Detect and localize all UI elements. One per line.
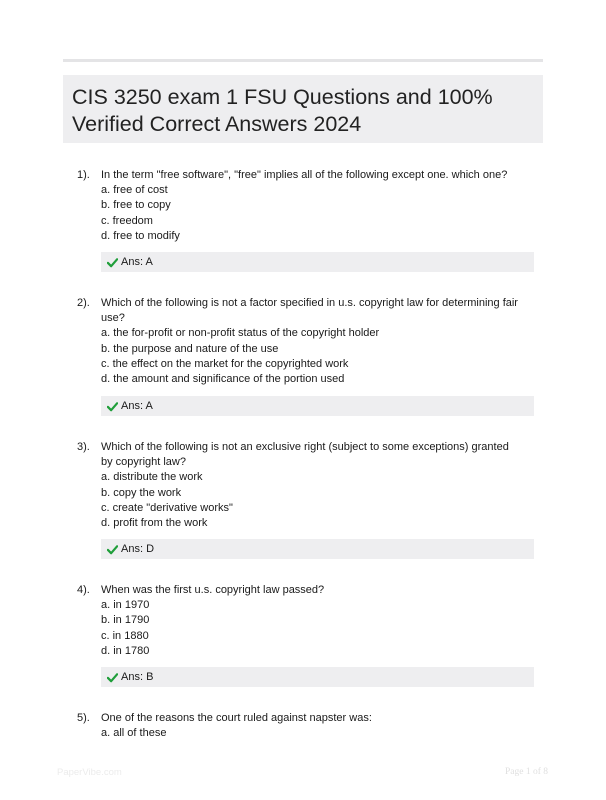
- document-title: CIS 3250 exam 1 FSU Questions and 100% Verified Correct Answers 2024: [72, 85, 493, 136]
- option-d: d. in 1780: [101, 644, 150, 657]
- option-c: c. the effect on the market for the copyrighted work: [101, 357, 349, 370]
- checkmark-icon: [107, 667, 121, 690]
- question-body: [101, 440, 521, 531]
- question-body: [101, 168, 521, 244]
- question-text: Which of the following is not an exclusive right (subject to some exceptions) granted by copyright law?: [101, 441, 509, 469]
- option-b: b. free to copy: [101, 199, 171, 212]
- answer-text: Ans: A: [121, 256, 153, 268]
- question-body: [101, 711, 521, 741]
- answer-box: [101, 396, 534, 416]
- answer-box: [101, 667, 534, 687]
- option-a: a. the for-profit or non-profit status of the copyright holder: [101, 327, 380, 340]
- question-number: 2).: [77, 297, 90, 309]
- question-number: 1).: [77, 169, 90, 181]
- option-a: a. all of these: [101, 727, 167, 740]
- option-b: b. copy the work: [101, 486, 182, 499]
- answer-text: Ans: B: [121, 671, 154, 683]
- option-a: a. free of cost: [101, 184, 168, 197]
- option-a: a. distribute the work: [101, 471, 203, 484]
- footer-watermark: PaperVibe.com: [57, 767, 122, 778]
- option-d: d. the amount and significance of the portion used: [101, 373, 345, 386]
- page-number: Page 1 of 8: [504, 767, 548, 777]
- option-c: c. freedom: [101, 214, 153, 227]
- question-text: One of the reasons the court ruled against napster was:: [101, 712, 372, 724]
- answer-text: Ans: D: [121, 543, 155, 555]
- question-number: 5).: [77, 712, 90, 724]
- top-divider: [63, 59, 543, 62]
- answer-box: [101, 539, 534, 559]
- question-text: Which of the following is not a factor specified in u.s. copyright law for determining fair use?: [101, 297, 518, 325]
- option-b: b. in 1790: [101, 614, 150, 627]
- answer-box: [101, 252, 534, 272]
- option-d: d. profit from the work: [101, 517, 208, 530]
- option-b: b. the purpose and nature of the use: [101, 342, 279, 355]
- checkmark-icon: [107, 396, 121, 419]
- question-text: In the term "free software", "free" implies all of the following except one. which one?: [101, 169, 508, 181]
- question-body: [101, 296, 521, 387]
- option-a: a. in 1970: [101, 599, 150, 612]
- question-number: 4).: [77, 584, 90, 596]
- checkmark-icon: [107, 252, 121, 275]
- question-body: [101, 583, 521, 659]
- answer-text: Ans: A: [121, 400, 153, 412]
- question-number: 3).: [77, 441, 90, 453]
- title-banner: [63, 75, 543, 143]
- option-c: c. create "derivative works": [101, 501, 233, 514]
- option-c: c. in 1880: [101, 629, 149, 642]
- question-text: When was the first u.s. copyright law passed?: [101, 584, 325, 596]
- option-d: d. free to modify: [101, 229, 180, 242]
- checkmark-icon: [107, 539, 121, 562]
